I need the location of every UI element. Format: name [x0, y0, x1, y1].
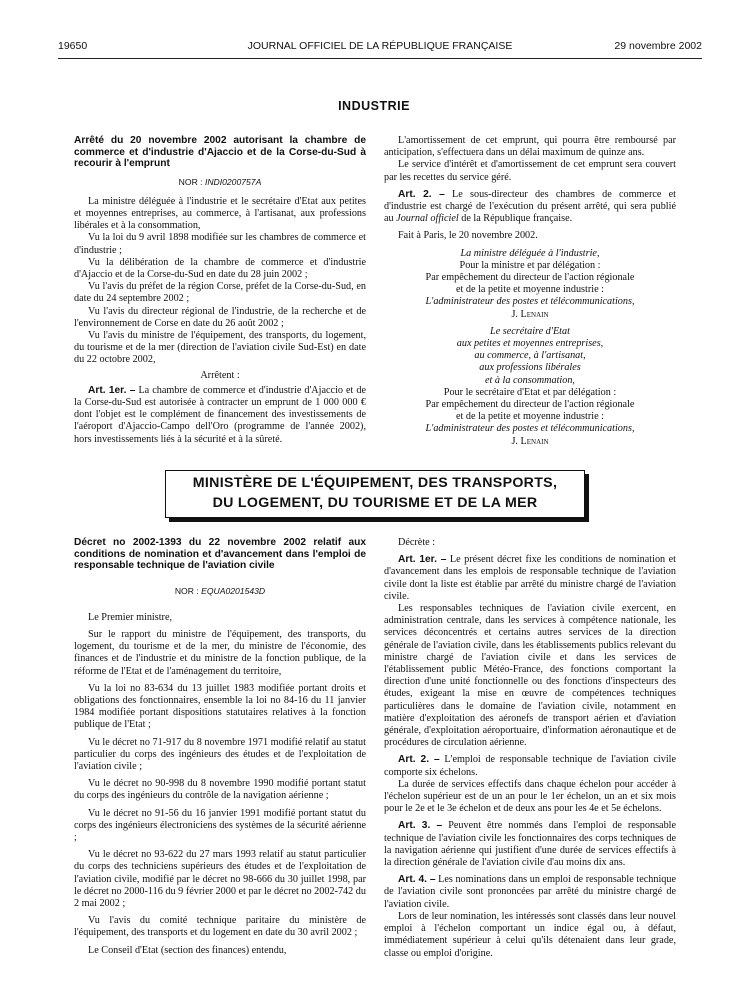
- arrete-article-2: Art. 2. – Le sous-directeur des chambres de commerce et d'industrie est chargé de l'exécution du présent arrêté, qui sera publié au Journal officiel de la République française.: [384, 188, 676, 225]
- arrete-vu-3: Vu l'avis du préfet de la région Corse, préfet de la Corse-du-Sud, en date du 24 septembre 2002 ;: [74, 281, 366, 305]
- decret-article-1-p2: Les responsables techniques de l'aviation civile exercent, en administration centrale, dans les services à compétence nationale, les services déconcentrés et certains autres services de la direction générale de l'aviation civile, dans les établissements publics relevant du ministre chargé de l'aviation civile et dans les services de l'établissement public Météo-France, des fonctions comportant la direction d'une unité fonctionnelle ou des fonctions d'inspecteurs des études, exigeant la mise en œuvre de compétences techniques particulières dans le domaine de l'aviation civile, notamment en matière d'exploitation des aéronefs de transport aérien et d'aviation générale, d'exploitation aéroportuaire, d'information aéronautique et de procédures de circulation aérienne.: [384, 603, 676, 749]
- decret-article-4: Art. 4. – Les nominations dans un emploi de responsable technique de l'aviation civile sont prononcées par arrêté du ministre chargé de l'aviation civile.: [384, 874, 677, 910]
- journal-title: JOURNAL OFFICIEL DE LA RÉPUBLIQUE FRANÇAISE: [247, 40, 513, 52]
- ministry-line-1: MINISTÈRE DE L'ÉQUIPEMENT, DES TRANSPORTS,: [192, 475, 558, 491]
- signature-block-2: Le secrétaire d'Etat aux petites et moyennes entreprises, au commerce, à l'artisanat, aux professions libérales et à la consommation, Pour le secrétaire d'Etat et par délégation : Par empêchement du directeur de l'action régionale et de la petite et moyenne industrie : L'administrateur des postes et télécommunications, J. Lenain: [425, 325, 635, 447]
- section-title: INDUSTRIE: [338, 99, 410, 113]
- page-header: [58, 40, 702, 56]
- issue-date: 29 novembre 2002: [614, 40, 702, 52]
- arrete-vu-1: Vu la loi du 9 avril 1898 modifiée sur les chambres de commerce et d'industrie ;: [74, 232, 366, 256]
- arrete-vu-5: Vu l'avis du ministre de l'équipement, des transports, du logement, du tourisme et de la mer (direction de l'aviation civile Sud-Est) en date du 22 octobre 2002,: [74, 329, 366, 366]
- arrete-service: Le service d'intérêt et d'amortissement de cet emprunt sera couvert par les recettes du service géré.: [384, 159, 676, 183]
- decret-article-4-p2: Lors de leur nomination, les intéressés sont classés dans leur nouvel emploi à l'échelon comportant un indice égal ou, à défaut, immédiatement supérieur à celui qu'ils détenaient dans leur grade, classe ou emploi d'origine.: [384, 910, 676, 959]
- decret-vu-2: Vu le décret no 71-917 du 8 novembre 1971 modifié relatif au statut particulier du corps des ingénieurs des études et de l'exploitation de l'aviation civile ;: [74, 736, 366, 772]
- decret-rapport: Sur le rapport du ministre de l'équipement, des transports, du logement, du tourisme et de la mer, du ministre de l'économie, des finances et de l'industrie et du ministre de la fonction publique, de la réforme de l'Etat et de l'aménagement du territoire,: [74, 628, 366, 677]
- arrete-fait: Fait à Paris, le 20 novembre 2002.: [398, 230, 538, 242]
- decret-article-2: Art. 2. – L'emploi de responsable technique de l'aviation civile comporte six échelons.: [384, 754, 676, 778]
- arrete-amortissement: L'amortissement de cet emprunt, qui pourra être remboursé par anticipation, s'effectuera dans un délai maximum de quinze ans.: [384, 135, 676, 159]
- arrete-vu-4: Vu l'avis du directeur régional de l'industrie, de la recherche et de l'environnement de Corse en date du 26 août 2002 ;: [74, 305, 366, 329]
- arrete-nor: NOR : INDI0200757A: [178, 176, 262, 187]
- arrete-intro: La ministre déléguée à l'industrie et le secrétaire d'Etat aux petites et moyennes entreprises, au commerce, à l'artisanat, aux professions libérales et à la consommation,: [74, 195, 366, 232]
- decret-vu-1: Vu la loi no 83-634 du 13 juillet 1983 modifiée portant droits et obligations des fonctionnaires, ensemble la loi no 84-16 du 11 janvier 1984 modifiée portant dispositions statutaires relatives à la fonction publique de l'Etat ;: [74, 682, 366, 731]
- arrete-title: Arrêté du 20 novembre 2002 autorisant la chambre de commerce et d'industrie d'Ajaccio et de la Corse-du-Sud à recourir à l'emprunt: [74, 135, 366, 169]
- decret-article-3: Art. 3. – Peuvent être nommés dans l'emploi de responsable technique de l'aviation civile les fonctionnaires des corps techniques de la navigation aérienne qui justifient d'une durée de services effectifs à la direction générale de l'aviation civile d'au moins dix ans.: [384, 820, 677, 869]
- arrete-left-column: [74, 135, 366, 446]
- decret-vu-6: Vu l'avis du comité technique paritaire du ministère de l'équipement, des transports et du logement en date du 30 avril 2002 ;: [74, 915, 366, 939]
- decret-article-2-p2: La durée de services effectifs dans chaque échelon pour accéder à l'échelon supérieur est de un an pour le 1er échelon, un an et six mois pour le 2e et le 3e échelon et de deux ans pour les 4e et 5e échelons.: [384, 778, 676, 815]
- signature-block-1: La ministre déléguée à l'industrie, Pour la ministre et par délégation : Par empêchement du directeur de l'action régionale et de la petite et moyenne industrie : L'administrateur des postes et télécommunications, J. Lenain: [425, 247, 635, 320]
- decret-left-column: [74, 537, 366, 957]
- header-rule: [58, 58, 702, 59]
- arrete-article-1: Art. 1er. – La chambre de commerce et d'industrie d'Ajaccio et de la Corse-du-Sud est autorisée à contracter un emprunt de 1 000 000 € dont l'objet est le complément de financement des investissements de l'aéroport d'Ajaccio-Campo dell'Oro (programme de l'année 2002), hors investissements liés à la sécurité et à la sûreté.: [74, 384, 367, 445]
- decret-article-1: Art. 1er. – Le présent décret fixe les conditions de nomination et d'avancement dans les emplois de responsable technique de l'aviation civile dont la liste est établie par arrêté du ministre chargé de l'aviation civile.: [384, 554, 677, 602]
- decret-right-column: [384, 537, 676, 960]
- arrete-vu-2: Vu la délibération de la chambre de commerce et d'industrie d'Ajaccio et de la Corse-du-Sud en date du 28 juin 2002 ;: [74, 256, 366, 280]
- arretent-heading: Arrêtent :: [200, 369, 240, 381]
- decret-nor: NOR : EQUA0201543D: [174, 585, 266, 596]
- ministry-line-2: DU LOGEMENT, DU TOURISME ET DE LA MER: [212, 495, 538, 511]
- ministry-banner: [165, 470, 585, 518]
- decret-premier-ministre: Le Premier ministre,: [88, 611, 173, 623]
- decret-vu-3: Vu le décret no 90-998 du 8 novembre 1990 modifié portant statut du corps des ingénieurs du contrôle de la navigation aérienne ;: [74, 778, 366, 802]
- page-number: 19650: [58, 40, 88, 52]
- arrete-right-column: [384, 135, 676, 448]
- decret-conseil: Le Conseil d'Etat (section des finances) entendu,: [88, 944, 287, 956]
- decrete-heading: Décrète :: [398, 537, 436, 548]
- decret-vu-5: Vu le décret no 93-622 du 27 mars 1993 relatif au statut particulier du corps des techniciens supérieurs des études et de l'exploitation de l'aviation civile, modifié par le décret no 98-666 du 30 juillet 1998, par le décret no 2000-116 du 9 février 2000 et par le décret no 2002-742 du 2 mai 2002 ;: [74, 849, 366, 909]
- decret-title: Décret no 2002-1393 du 22 novembre 2002 relatif aux conditions de nomination et d'avancement dans l'emploi de responsable technique de l'aviation civile: [74, 537, 366, 571]
- decret-vu-4: Vu le décret no 91-56 du 16 janvier 1991 modifié portant statut du corps des ingénieurs électroniciens des systèmes de la sécurité aérienne ;: [74, 807, 366, 843]
